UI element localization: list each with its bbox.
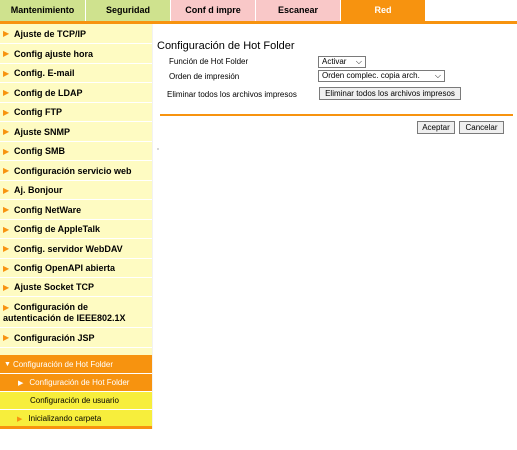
triangle-right-icon: ▶ xyxy=(3,205,10,214)
sidebar-item-netware[interactable]: ▶ Config NetWare xyxy=(0,200,152,220)
cancel-button[interactable]: Cancelar xyxy=(459,121,504,134)
sidebar-subitem-usuario[interactable]: Configuración de usuario xyxy=(0,392,152,410)
hot-folder-function-select[interactable]: Activar ⌵ xyxy=(318,56,366,68)
sidebar-item-openapi[interactable]: ▶ Config OpenAPI abierta xyxy=(0,259,152,278)
triangle-right-icon: ▶ xyxy=(3,49,10,58)
triangle-right-icon: ▶ xyxy=(3,146,10,156)
chevron-down-icon: ⌵ xyxy=(434,71,441,80)
triangle-right-icon: ▶ xyxy=(3,88,10,97)
sidebar-subitem-inicializando[interactable]: ▶ Inicializando carpeta xyxy=(0,410,152,428)
sidebar-item-tcpip[interactable]: ▶ Ajuste de TCP/IP xyxy=(0,24,152,44)
page-title: Configuración de Hot Folder xyxy=(157,40,295,52)
tab-escanear[interactable]: Escanear xyxy=(256,0,341,21)
sidebar-item-ftp[interactable]: ▶ Config FTP xyxy=(0,103,152,122)
accept-button[interactable]: Aceptar xyxy=(417,121,455,134)
triangle-right-icon: ▶ xyxy=(3,185,10,195)
triangle-right-icon: ▶ xyxy=(3,107,10,117)
sidebar-subitem-hot-folder-config[interactable]: ▶ Configuración de Hot Folder xyxy=(0,374,152,392)
print-order-label: Orden de impresión xyxy=(169,72,240,81)
triangle-right-icon: ▶ xyxy=(3,263,10,273)
tab-conf-impre[interactable]: Conf d impre xyxy=(171,0,256,21)
triangle-right-icon: ▶ xyxy=(17,415,23,423)
tab-mantenimiento[interactable]: Mantenimiento xyxy=(0,0,86,21)
sidebar-item-appletalk[interactable]: ▶ Config de AppleTalk xyxy=(0,220,152,239)
chevron-down-icon: ⌵ xyxy=(355,57,362,66)
sidebar-item-servicio-web[interactable]: ▶ Configuración servicio web xyxy=(0,161,152,181)
print-order-select[interactable]: Orden complec. copia arch. ⌵ xyxy=(318,70,445,82)
sidebar-item-hot-folder[interactable]: ▼ Configuración de Hot Folder xyxy=(0,355,152,374)
triangle-right-icon: ▶ xyxy=(3,244,10,253)
triangle-right-icon: ▶ xyxy=(3,224,10,234)
sidebar-item-ieee8021x[interactable]: ▶ Configuración de autenticación de IEEE802.1X xyxy=(0,297,152,328)
sidebar-item-socket-tcp[interactable]: ▶ Ajuste Socket TCP xyxy=(0,278,152,297)
sidebar-menu xyxy=(0,24,152,428)
section-divider xyxy=(160,114,513,116)
triangle-right-icon: ▶ xyxy=(3,29,10,38)
triangle-right-icon: ▶ xyxy=(3,127,10,136)
sidebar-item-hora[interactable]: ▶ Config ajuste hora xyxy=(0,44,152,64)
sidebar-bottom-line xyxy=(0,426,152,429)
sidebar-item-webdav[interactable]: ▶ Config. servidor WebDAV xyxy=(0,239,152,259)
triangle-right-icon: ▶ xyxy=(3,166,10,175)
tab-red[interactable]: Red xyxy=(341,0,426,21)
content-divider xyxy=(152,24,153,429)
sidebar-item-smb[interactable]: ▶ Config SMB xyxy=(0,142,152,161)
hot-folder-function-label: Función de Hot Folder xyxy=(169,57,249,66)
triangle-right-icon: ▶ xyxy=(3,282,10,292)
delete-all-label: Eliminar todos los archivos impresos xyxy=(167,90,297,99)
content-dot xyxy=(157,148,159,150)
triangle-right-icon: ▶ xyxy=(18,379,24,387)
sidebar-item-bonjour[interactable]: ▶ Aj. Bonjour xyxy=(0,181,152,200)
sidebar-item-jsp[interactable]: ▶ Configuración JSP xyxy=(0,328,152,348)
delete-all-button[interactable]: Eliminar todos los archivos impresos xyxy=(319,87,461,100)
sidebar-spacer xyxy=(0,348,152,355)
sidebar-item-ldap[interactable]: ▶ Config de LDAP xyxy=(0,83,152,103)
tab-bar-filler xyxy=(426,0,517,21)
tab-seguridad[interactable]: Seguridad xyxy=(86,0,171,21)
sidebar-item-snmp[interactable]: ▶ Ajuste SNMP xyxy=(0,122,152,142)
triangle-right-icon: ▶ xyxy=(3,333,10,342)
triangle-down-icon: ▼ xyxy=(4,360,11,368)
triangle-right-icon: ▶ xyxy=(3,303,10,312)
triangle-right-icon: ▶ xyxy=(3,68,10,78)
top-tab-bar xyxy=(0,0,517,21)
sidebar-item-email[interactable]: ▶ Config. E-mail xyxy=(0,64,152,83)
